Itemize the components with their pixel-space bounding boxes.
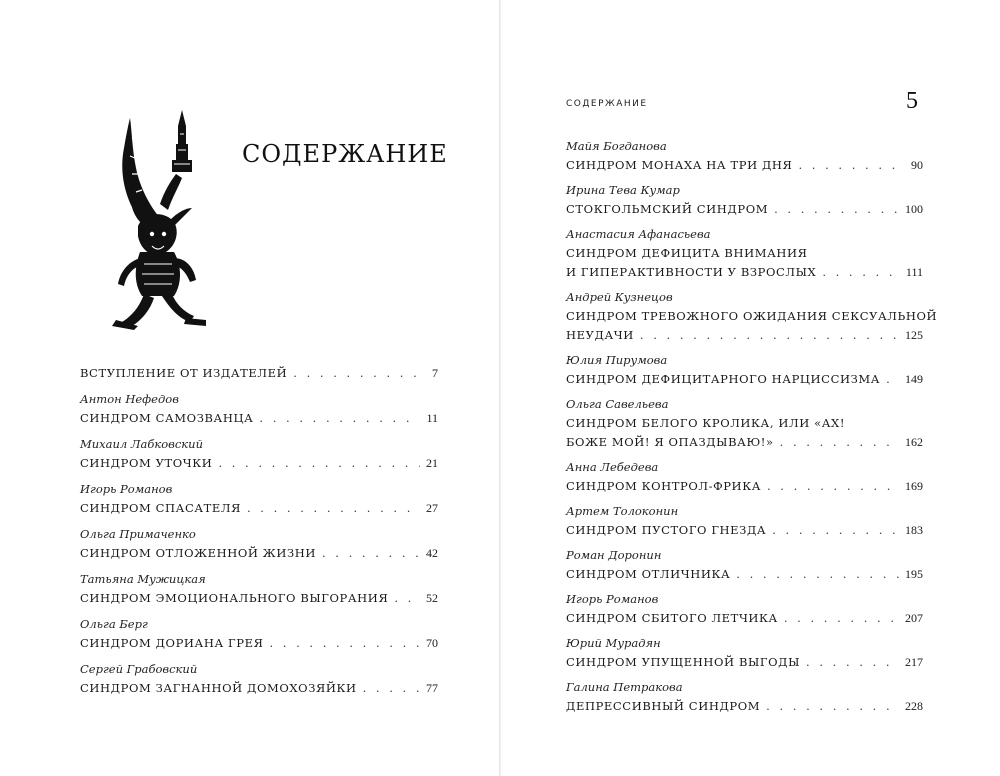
toc-entry-author: Анастасия Афанасьева [566,227,711,241]
toc-entry-line [80,409,438,428]
toc-entry-author: Ольга Савельева [566,397,669,411]
toc-list-right [566,137,938,722]
dot-leader [798,156,905,175]
dot-leader [784,609,899,628]
toc-entry-author: Сергей Грабовский [80,662,198,676]
toc-entry [80,615,438,653]
toc-entry-title: СИНДРОМ ПУСТОГО ГНЕЗДА [566,523,767,537]
toc-entry-author: Юрий Мурадян [566,636,661,650]
toc-entry [566,288,938,345]
toc-entry-line [566,307,938,326]
toc-entry-page: 162 [905,435,923,449]
toc-entry-title: СИНДРОМ ОТЛИЧНИКА [566,567,731,581]
toc-entry-line [566,263,923,282]
left-page [0,0,499,776]
toc-entry [80,660,438,698]
running-head: СОДЕРЖАНИЕ [566,99,648,109]
toc-entry-author: Майя Богданова [566,139,667,153]
contents-title: СОДЕРЖАНИЕ [242,140,448,168]
toc-entry-author: Роман Доронин [566,548,662,562]
toc-entry-page: 11 [426,411,438,425]
toc-entry-page: 195 [905,567,923,581]
toc-entry-author: Ольга Примаченко [80,527,196,541]
toc-entry-page: 100 [905,202,923,216]
toc-entry-line [566,565,923,584]
toc-entry-page: 125 [905,328,923,342]
toc-entry-page: 42 [426,546,438,560]
toc-entry-title: СИНДРОМ УТОЧКИ [80,456,213,470]
toc-entry [80,435,438,473]
toc-entry-line [80,454,438,473]
toc-entry-author: Юлия Пирумова [566,353,668,367]
toc-entry [80,480,438,518]
toc-entry-title: СТОКГОЛЬМСКИЙ СИНДРОМ [566,202,769,216]
toc-entry-title: СИНДРОМ ДОРИАНА ГРЕЯ [80,636,264,650]
toc-entry-line [80,634,438,653]
toc-entry-title: СИНДРОМ УПУЩЕННОЙ ВЫГОДЫ [566,655,801,669]
toc-entry-page: 52 [426,591,438,605]
toc-entry-author: Михаил Лабковский [80,437,203,451]
toc-entry-title: СИНДРОМ КОНТРОЛ-ФРИКА [566,479,761,493]
toc-entry [566,225,923,282]
toc-entry-author: Артем Толоконин [566,504,679,518]
toc-entry-author: Ольга Берг [80,617,148,631]
toc-entry-title: СИНДРОМ МОНАХА НА ТРИ ДНЯ [566,158,793,172]
toc-entry [566,458,923,496]
toc-entry-title: ДЕПРЕССИВНЫЙ СИНДРОМ [566,699,761,713]
toc-entry-author: Антон Нефедов [80,392,179,406]
dot-leader [640,326,899,345]
toc-entry-page: 27 [426,501,438,515]
dot-leader [322,544,420,563]
dot-leader [736,565,899,584]
dot-leader [269,634,420,653]
toc-entry-page: 7 [432,366,438,380]
toc-entry-line [566,414,923,433]
dot-leader [293,364,426,383]
toc-entry-line [566,609,923,628]
dot-leader [247,499,420,518]
dot-leader [774,200,899,219]
toc-entry-page: 149 [905,372,923,386]
toc-entry-author: Андрей Кузнецов [566,290,673,304]
toc-entry-author: Игорь Романов [566,592,659,606]
toc-entry-page: 169 [905,479,923,493]
toc-entry-page: 90 [911,158,923,172]
toc-entry-line [566,200,923,219]
toc-entry-title: СИНДРОМ ДЕФИЦИТА ВНИМАНИЯ [566,246,808,260]
dot-leader [259,409,420,428]
toc-entry-title: ВСТУПЛЕНИЕ ОТ ИЗДАТЕЛЕЙ [80,366,288,380]
toc-entry-page: 111 [905,265,923,279]
toc-entry-title: СИНДРОМ САМОЗВАНЦА [80,411,254,425]
toc-entry [566,502,923,540]
toc-entry [80,364,438,383]
toc-entry-line [566,326,923,345]
toc-entry [80,390,438,428]
toc-entry-line [80,499,438,518]
toc-entry-title: НЕУДАЧИ [566,328,634,342]
toc-entry-line [566,370,923,389]
toc-entry-title: СИНДРОМ БЕЛОГО КРОЛИКА, ИЛИ «АХ! [566,416,846,430]
horned-creature-woodcut-icon [98,108,216,332]
toc-entry-title: СИНДРОМ ЭМОЦИОНАЛЬНОГО ВЫГОРАНИЯ [80,591,389,605]
toc-entry-line [566,244,923,263]
toc-entry-title: СИНДРОМ СБИТОГО ЛЕТЧИКА [566,611,778,625]
toc-entry-page: 21 [426,456,438,470]
toc-entry-title: СИНДРОМ ОТЛОЖЕННОЙ ЖИЗНИ [80,546,316,560]
toc-entry-page: 217 [905,655,923,669]
toc-entry-page: 207 [905,611,923,625]
toc-entry-title: СИНДРОМ ТРЕВОЖНОГО ОЖИДАНИЯ СЕКСУАЛЬНОЙ [566,309,938,323]
toc-entry-author: Татьяна Мужицкая [80,572,206,586]
dot-leader [767,477,899,496]
toc-entry-line [566,697,923,716]
toc-entry [566,634,923,672]
toc-entry [566,181,923,219]
dot-leader [772,521,899,540]
toc-entry [566,351,923,389]
toc-entry [566,678,923,716]
toc-entry-line [80,544,438,563]
toc-entry [566,395,923,452]
toc-entry-title: СИНДРОМ ЗАГНАННОЙ ДОМОХОЗЯЙКИ [80,681,357,695]
toc-entry-author: Анна Лебедева [566,460,659,474]
dot-leader [394,589,420,608]
toc-entry-line [80,589,438,608]
toc-entry [566,137,923,175]
toc-entry-line [80,679,438,698]
page-number: 5 [906,88,918,114]
toc-entry-page: 228 [905,699,923,713]
dot-leader [766,697,899,716]
toc-entry-page: 183 [905,523,923,537]
toc-entry-title: И ГИПЕРАКТИВНОСТИ У ВЗРОСЛЫХ [566,265,817,279]
toc-entry [566,546,923,584]
toc-entry-title: СИНДРОМ ДЕФИЦИТАРНОГО НАРЦИССИЗМА [566,372,881,386]
dot-leader [363,679,420,698]
right-page [501,0,1000,776]
toc-entry [80,570,438,608]
toc-entry-page: 70 [426,636,438,650]
toc-entry-author: Галина Петракова [566,680,683,694]
toc-entry-line [80,364,438,383]
toc-list-left [80,364,438,705]
toc-entry-author: Ирина Тева Кумар [566,183,680,197]
toc-entry-title: СИНДРОМ СПАСАТЕЛЯ [80,501,241,515]
toc-entry-line [566,477,923,496]
toc-entry-line [566,653,923,672]
dot-leader [806,653,899,672]
toc-entry-line [566,433,923,452]
toc-entry-page: 77 [426,681,438,695]
toc-entry-title: БОЖЕ МОЙ! Я ОПАЗДЫВАЮ!» [566,435,774,449]
toc-entry-line [566,156,923,175]
dot-leader [218,454,420,473]
dot-leader [780,433,899,452]
toc-entry-author: Игорь Романов [80,482,173,496]
dot-leader [886,370,899,389]
toc-entry [80,525,438,563]
dot-leader [822,263,900,282]
toc-entry-line [566,521,923,540]
toc-entry [566,590,923,628]
